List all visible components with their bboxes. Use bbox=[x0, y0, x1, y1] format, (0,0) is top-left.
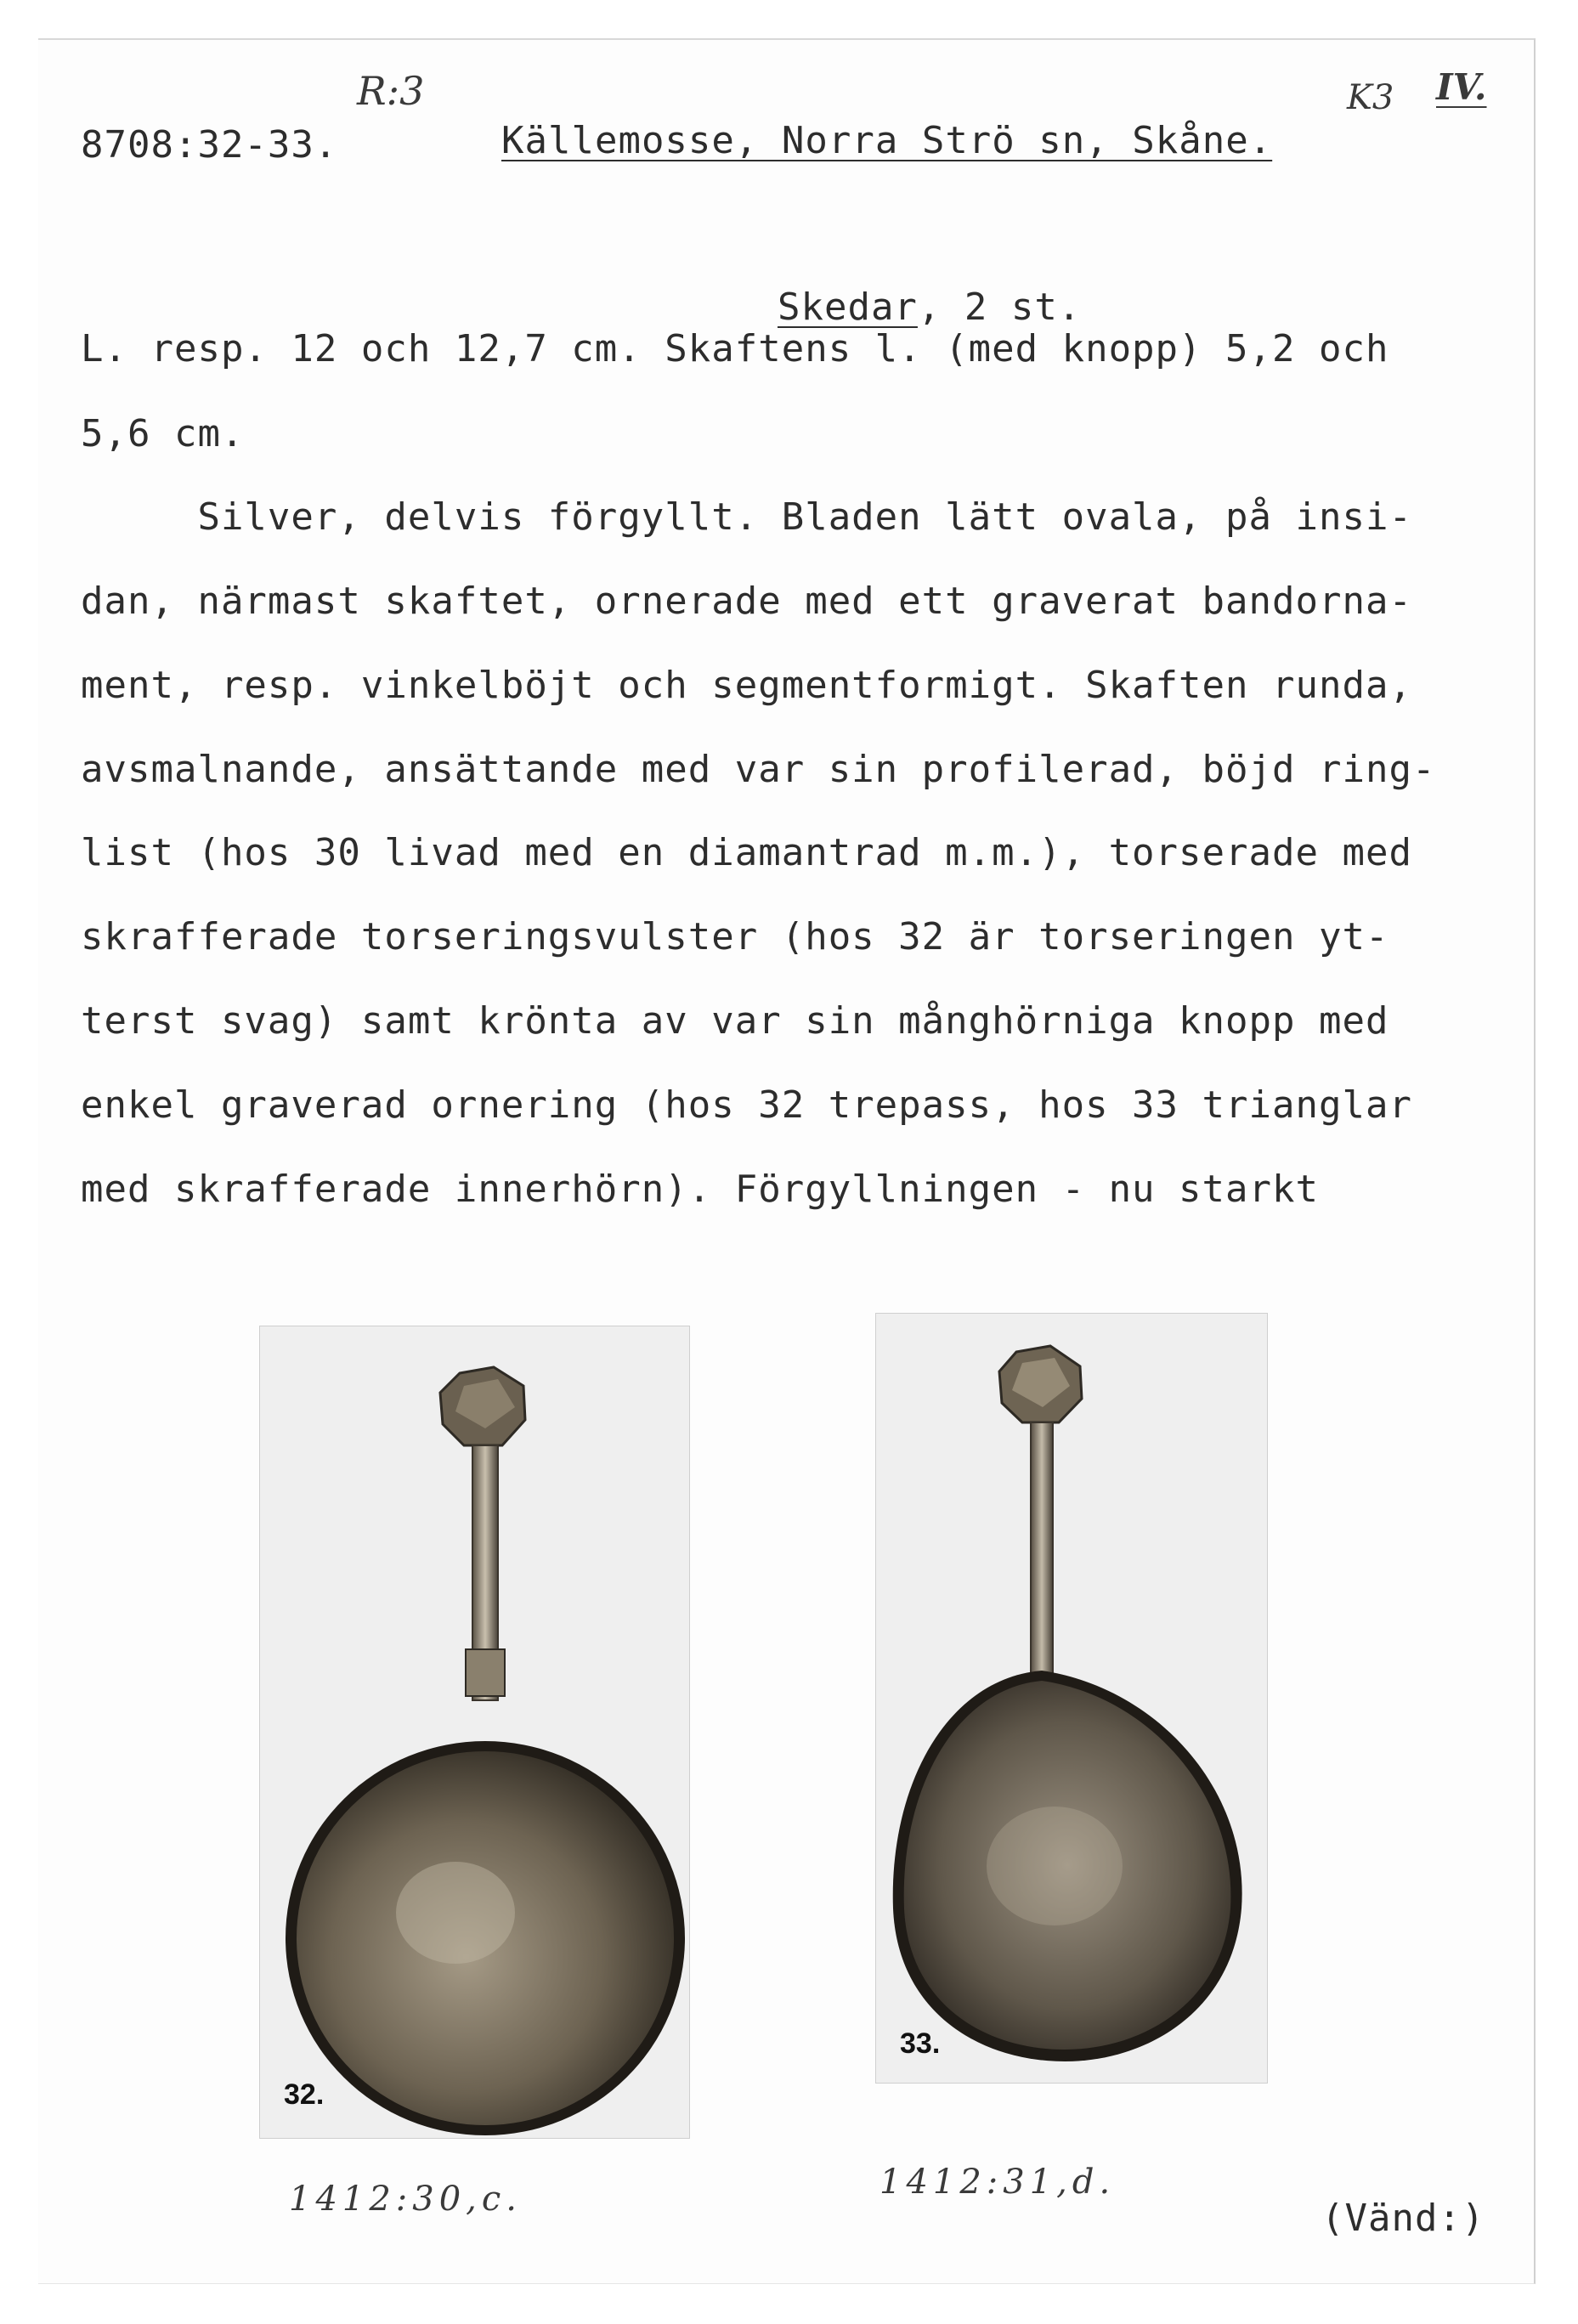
description-line: list (hos 30 livad med en diamantrad m.m.), torserade med bbox=[81, 831, 1412, 874]
description-line: med skrafferade innerhörn). Förgyllningen - nu starkt bbox=[81, 1168, 1319, 1211]
photo-caption-32: 1412:30,c. bbox=[289, 2180, 523, 2219]
spoon-32-image bbox=[260, 1326, 689, 2138]
description-line: enkel graverad ornering (hos 32 trepass, hos 33 trianglar bbox=[81, 1083, 1412, 1127]
description-line: ment, resp. vinkelböjt och segmentformigt. Skaften runda, bbox=[81, 664, 1412, 707]
description-line: skrafferade torseringsvulster (hos 32 är torseringen yt- bbox=[81, 915, 1389, 958]
spoon-33-image bbox=[876, 1314, 1267, 2083]
description-line: 5,6 cm. bbox=[81, 412, 245, 455]
hand-roman-annotation: IV. bbox=[1436, 66, 1487, 108]
object-title-rest: , 2 st. bbox=[917, 286, 1082, 329]
photo-number-33: 33. bbox=[900, 2027, 941, 2060]
catalog-number: 8708:32-33. bbox=[81, 123, 338, 167]
description-line: Silver, delvis förgyllt. Bladen lätt ovala, på insi- bbox=[81, 495, 1412, 539]
object-title bbox=[731, 242, 1081, 329]
object-title-word: Skedar bbox=[777, 286, 918, 329]
hand-k-annotation: K3 bbox=[1347, 78, 1394, 117]
description-line: terst svag) samt krönta av var sin månghörniga knopp med bbox=[81, 999, 1389, 1043]
photo-number-32: 32. bbox=[284, 2078, 325, 2111]
hand-ref-annotation: R:3 bbox=[357, 68, 425, 114]
description-line: avsmalnande, ansättande med var sin profilerad, böjd ring- bbox=[81, 748, 1436, 791]
locality-heading: Källemosse, Norra Strö sn, Skåne. bbox=[501, 119, 1273, 162]
description-line: L. resp. 12 och 12,7 cm. Skaftens l. (med knopp) 5,2 och bbox=[81, 327, 1389, 370]
turn-note: (Vänd:) bbox=[1321, 2197, 1485, 2240]
spoon-photo-32 bbox=[259, 1326, 690, 2139]
photo-caption-33: 1412:31,d. bbox=[879, 2163, 1116, 2202]
spoon-photo-33 bbox=[875, 1313, 1268, 2084]
description-line: dan, närmast skaftet, ornerade med ett graverat bandorna- bbox=[81, 580, 1412, 623]
